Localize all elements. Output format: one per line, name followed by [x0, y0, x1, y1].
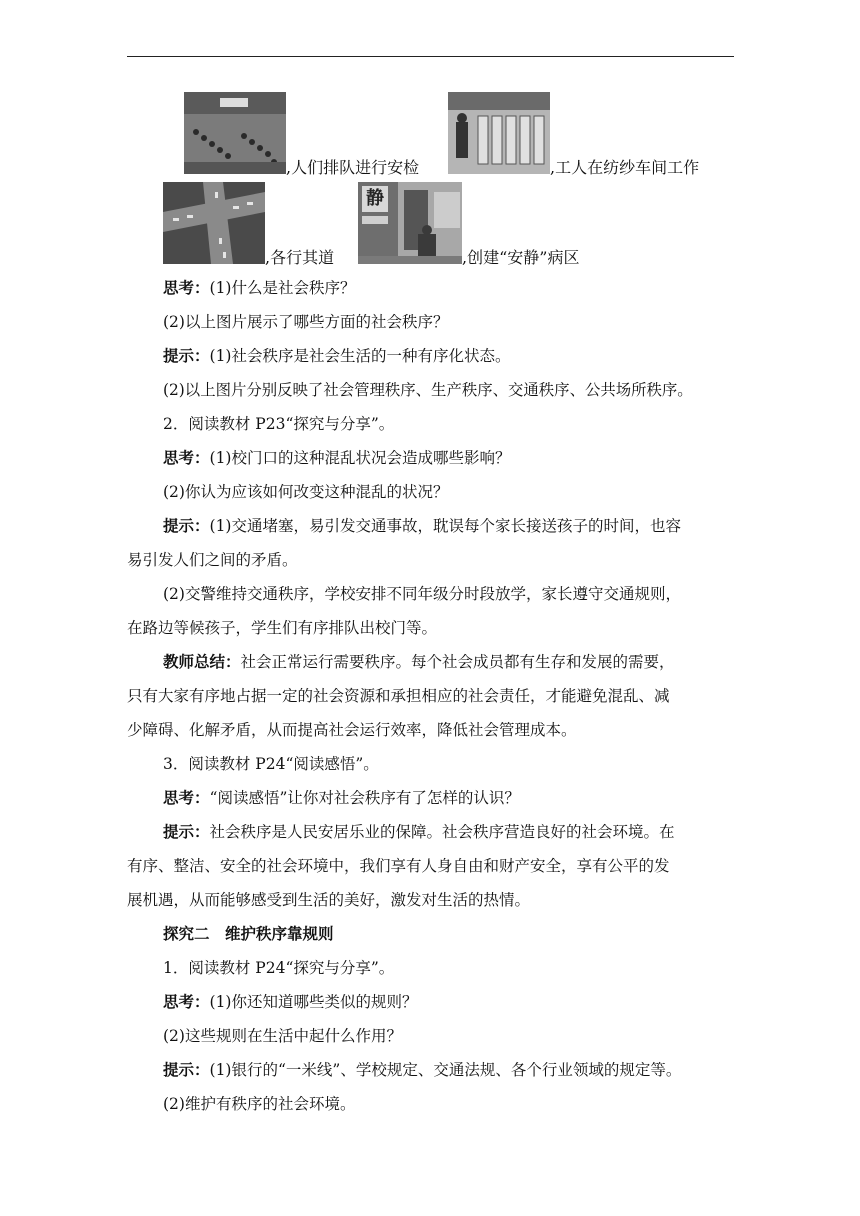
- item-3: 3．阅读教材 P24“阅读感悟”。: [163, 755, 379, 773]
- teacher-summary: 教师总结：社会正常运行需要秩序。每个社会成员都有生存和发展的需要，: [163, 653, 675, 671]
- think-3: 思考：“阅读感悟”让你对社会秩序有了怎样的认识？: [163, 789, 520, 807]
- think-1: 思考：(1)什么是社会秩序？: [163, 279, 356, 297]
- caption-traffic: ,各行其道: [265, 248, 335, 267]
- hint-2: 提示：(1)交通堵塞，易引发交通事故，耽误每个家长接送孩子的时间，也容: [163, 517, 681, 535]
- teacher-summary-cont-1: 只有大家有序地占据一定的社会资源和承担相应的社会责任，才能避免混乱、减: [127, 687, 670, 705]
- hint-4: 提示：(1)银行的“一米线”、学校规定、交通法规、各个行业领域的规定等。: [163, 1061, 682, 1079]
- section-heading-2: 探究二 维护秩序靠规则: [163, 925, 334, 943]
- caption-factory: ,工人在纺纱车间工作: [550, 158, 700, 177]
- item-1-section-2: 1．阅读教材 P24“探究与分享”。: [163, 959, 395, 977]
- think-2-q2: (2)你认为应该如何改变这种混乱的状况？: [163, 483, 449, 501]
- ward-sign-char: 静: [366, 188, 384, 209]
- hint-3-cont-1: 有序、整洁、安全的社会环境中，我们享有人身自由和财产安全，享有公平的发: [127, 857, 670, 875]
- hint-2-cont: 易引发人们之间的矛盾。: [127, 551, 298, 569]
- think-4: 思考：(1)你还知道哪些类似的规则？: [163, 993, 418, 1011]
- traffic-photo: [163, 182, 265, 264]
- hint-3-cont-2: 展机遇，从而能够感受到生活的美好，激发对生活的热情。: [127, 891, 531, 909]
- caption-ward: ,创建“安静”病区: [462, 248, 580, 267]
- think-2: 思考：(1)校门口的这种混乱状况会造成哪些影响？: [163, 449, 511, 467]
- hint-1-a2: (2)以上图片分别反映了社会管理秩序、生产秩序、交通秩序、公共场所秩序。: [163, 381, 693, 399]
- hint-4-a2: (2)维护有秩序的社会环境。: [163, 1095, 356, 1113]
- ward-photo: [358, 182, 462, 264]
- queue-photo: [184, 92, 286, 174]
- hint-3: 提示：社会秩序是人民安居乐业的保障。社会秩序营造良好的社会环境。在: [163, 823, 675, 841]
- hint-2-a2: (2)交警维持交通秩序，学校安排不同年级分时段放学，家长遵守交通规则，: [163, 585, 681, 603]
- item-2: 2．阅读教材 P23“探究与分享”。: [163, 415, 395, 433]
- think-1-q2: (2)以上图片展示了哪些方面的社会秩序？: [163, 313, 449, 331]
- think-4-q2: (2)这些规则在生活中起什么作用？: [163, 1027, 402, 1045]
- caption-queue: ,人们排队进行安检: [286, 158, 420, 177]
- factory-photo: [448, 92, 550, 174]
- hint-2-a2-cont: 在路边等候孩子，学生们有序排队出校门等。: [127, 619, 438, 637]
- hint-1: 提示：(1)社会秩序是社会生活的一种有序化状态。: [163, 347, 511, 365]
- header-rule: [127, 56, 734, 57]
- teacher-summary-cont-2: 少障碍、化解矛盾，从而提高社会运行效率，降低社会管理成本。: [127, 721, 577, 739]
